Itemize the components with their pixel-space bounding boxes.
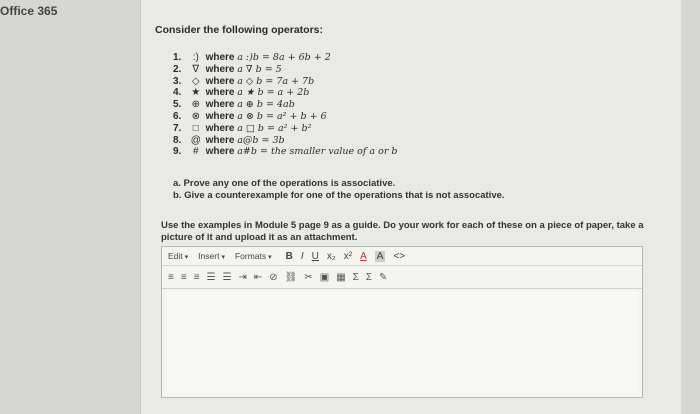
- operator-item: [173, 111, 397, 123]
- operator-label: where: [205, 134, 235, 146]
- edit-menu[interactable]: [168, 251, 188, 261]
- operator-symbol: ∇: [192, 63, 200, 75]
- superscript-button[interactable]: x²: [343, 250, 353, 262]
- operator-number: 8.: [173, 134, 182, 146]
- operator-item: [173, 146, 397, 158]
- operator-definition: a ◇ b = 7a + 7b: [237, 75, 315, 87]
- operator-symbol: ★: [191, 87, 201, 99]
- operator-label: where: [205, 52, 235, 63]
- align-left-icon[interactable]: ≡: [168, 271, 174, 283]
- outdent-icon[interactable]: ⇤: [253, 271, 263, 283]
- unlink-icon[interactable]: ⊘: [269, 271, 278, 283]
- underline-button[interactable]: U: [311, 250, 319, 262]
- operator-item: [173, 135, 397, 147]
- formats-menu[interactable]: [235, 251, 272, 261]
- bullet-list-icon[interactable]: ☰: [206, 271, 216, 283]
- question-heading: Consider the following operators:: [155, 24, 324, 36]
- operator-number: 4.: [173, 87, 182, 99]
- sigma-icon[interactable]: Σ: [365, 271, 373, 283]
- subscript-button[interactable]: x₂: [326, 250, 336, 262]
- operator-definition: a ⊗ b = a² + b + 6: [237, 110, 327, 122]
- background-color-button[interactable]: A: [376, 250, 384, 262]
- operator-symbol: □: [192, 122, 199, 134]
- bold-button[interactable]: B: [285, 250, 293, 262]
- operator-item: [173, 76, 397, 88]
- operator-symbol: #: [193, 146, 199, 158]
- part-b: b. Give a counterexample for one of the operations that is not assocative.: [173, 190, 505, 201]
- operator-symbol: ◇: [191, 75, 200, 87]
- operator-number: 7.: [173, 122, 182, 134]
- operator-item: [173, 123, 397, 135]
- operator-symbol: ⊗: [191, 110, 200, 122]
- image-icon[interactable]: ▣: [319, 271, 330, 283]
- operator-label: where: [205, 63, 235, 75]
- formats-menu-label: Formats: [234, 251, 267, 261]
- text-color-button[interactable]: A: [360, 250, 367, 262]
- chevron-down-icon: ▾: [221, 254, 225, 261]
- operator-symbol: ⊕: [191, 99, 200, 111]
- operator-number: 3.: [173, 75, 182, 87]
- operator-number: 1.: [173, 52, 182, 63]
- insert-menu[interactable]: [198, 251, 225, 261]
- editor-toolbar: [162, 266, 642, 289]
- operator-symbol: :): [192, 52, 199, 63]
- italic-button[interactable]: I: [300, 250, 304, 262]
- operator-label: where: [205, 99, 235, 111]
- question-panel: [140, 0, 681, 414]
- align-right-icon[interactable]: ≡: [193, 271, 200, 283]
- operator-definition: a ⊕ b = 4ab: [237, 99, 295, 111]
- operator-number: 5.: [173, 99, 182, 111]
- operator-symbol: @: [190, 134, 201, 146]
- operator-definition: a □ b = a² + b²: [237, 122, 312, 134]
- question-parts: [173, 178, 505, 202]
- indent-icon[interactable]: ⇥: [238, 271, 247, 283]
- cut-icon[interactable]: ✂: [304, 271, 313, 283]
- insert-menu-label: Insert: [198, 251, 220, 261]
- sigma-inline-icon[interactable]: Σ: [352, 271, 359, 283]
- spellcheck-icon[interactable]: ✎: [379, 271, 388, 283]
- operator-item: [173, 52, 397, 64]
- table-icon[interactable]: ▦: [336, 271, 346, 283]
- operator-definition: a#b = the smaller value of a or b: [237, 146, 398, 158]
- office365-brand: Office 365: [0, 4, 58, 18]
- operator-label: where: [205, 122, 235, 134]
- operator-label: where: [205, 110, 235, 122]
- align-center-icon[interactable]: ≡: [180, 271, 187, 283]
- chevron-down-icon: ▾: [184, 254, 189, 261]
- rich-text-editor[interactable]: [161, 246, 643, 398]
- operator-label: where: [205, 75, 235, 87]
- operator-number: 6.: [173, 110, 182, 122]
- operator-label: where: [205, 146, 235, 158]
- operator-item: [173, 99, 397, 111]
- operator-label: where: [205, 87, 235, 99]
- edit-menu-label: Edit: [168, 251, 183, 261]
- operator-definition: a :)b = 8a + 6b + 2: [237, 52, 331, 63]
- operator-item: [173, 64, 397, 76]
- source-code-button[interactable]: <>: [393, 250, 406, 262]
- instructions-text: Use the examples in Module 5 page 9 as a guide. Do your work for each of these on a piece of paper, take a picture of it and upload it as an attachment.: [161, 220, 644, 243]
- part-a: a. Prove any one of the operations is associative.: [173, 178, 396, 189]
- operator-item: [173, 87, 397, 99]
- format-buttons: [286, 251, 406, 262]
- numbered-list-icon[interactable]: ☰: [222, 271, 232, 283]
- operator-definition: a@b = 3b: [237, 134, 285, 146]
- link-icon[interactable]: ⛓: [284, 271, 298, 283]
- chevron-down-icon: ▾: [268, 254, 272, 261]
- operator-number: 9.: [173, 146, 182, 158]
- operator-list: [173, 52, 397, 158]
- operator-number: 2.: [173, 63, 182, 75]
- editor-text-area[interactable]: [166, 292, 638, 393]
- operator-definition: a ∇ b = 5: [237, 63, 282, 75]
- operator-definition: a ★ b = a + 2b: [237, 87, 310, 99]
- editor-menubar: [162, 247, 642, 266]
